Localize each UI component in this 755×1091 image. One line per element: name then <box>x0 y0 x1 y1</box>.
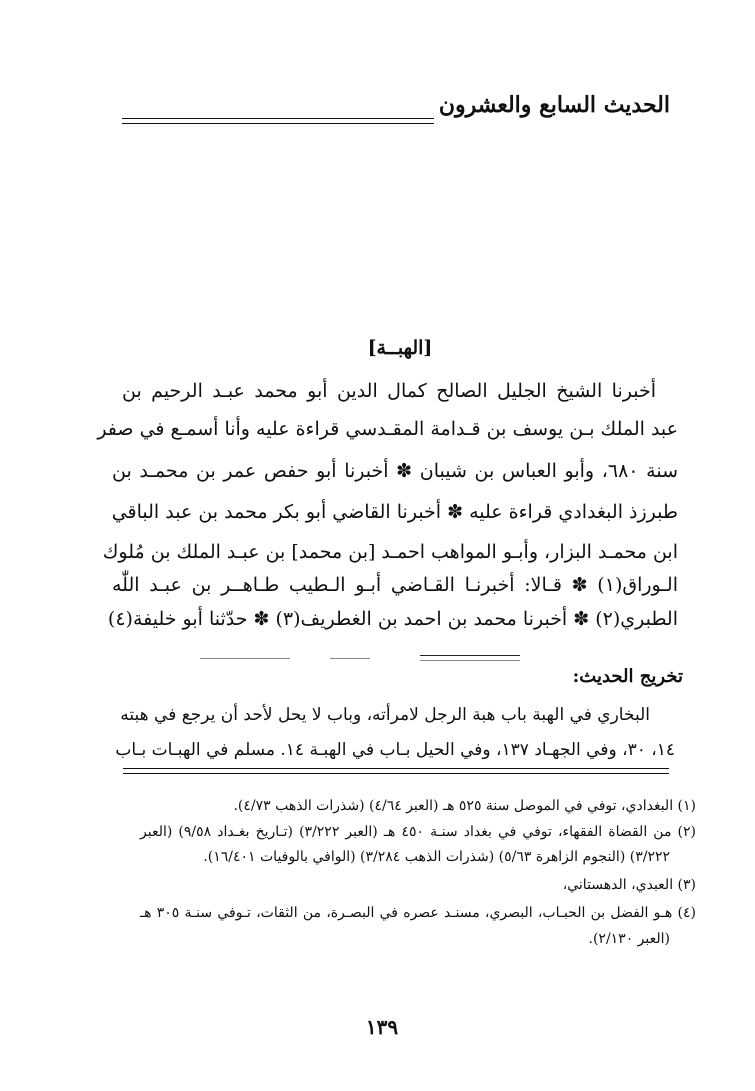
title-rule-top <box>122 118 434 119</box>
footnote-item: (٤) هـو الفضل بن الحبـاب، البصري، مسنـد عصره في البصـرة، من الثقات، تـوفي سنـة ٣٠٥ هـ <box>140 905 697 921</box>
footnote-rule-top <box>123 768 669 769</box>
footnote-item: ٣/٢٢٢) (النجوم الزاهرة ٥/٦٣) (شذرات الذهب ٣/٢٨٤) (الوافي بالوفيات ١٦/٤٠١). <box>203 849 670 865</box>
footnote-item: (العبر ٢/١٣٠). <box>588 931 670 947</box>
takhrij-title: تخريج الحديث: <box>572 666 683 687</box>
footnote-item: (١) البغدادي، توفي في الموصل سنة ٥٢٥ هـ (العبر ٤/٦٤) (شذرات الذهب ٤/٧٣). <box>233 798 696 814</box>
section-heading: [الهبــة] <box>367 337 433 359</box>
chapter-title: الحديث السابع والعشرون <box>438 92 670 118</box>
takhrij-line: ١٤، ٣٠، وفي الجهـاد ١٣٧، وفي الحيل بـاب في الهبـة ١٤. مسلم في الهبـات بـاب <box>115 740 675 760</box>
takhrij-line: البخاري في الهبة باب هبة الرجل لامرأته، وباب لا يحل لأحد أن يرجع في هبته <box>120 705 650 725</box>
title-rule-bottom <box>122 123 434 124</box>
faint-divider-marks <box>200 652 560 666</box>
isnad-line: الـوراق(١) ✽ قـالا: أخبرنـا القـاضي أبـو الـطيب طـاهــر بن عبـد اللّٰه <box>112 574 678 596</box>
isnad-line: الطبري(٢) ✽ أخبرنا محمد بن احمد بن الغطريف(٣) ✽ حدّثنا أبو خليفة(٤) <box>107 608 678 630</box>
isnad-line: سنة ٦٨٠، وأبو العباس بن شيبان ✽ أخبرنا أبو حفص عمر بن محمـد بن <box>112 460 678 482</box>
isnad-line: عبد الملك بـن يوسف بن قـدامة المقـدسي قراءة عليه وأنا أسمـع في صفر <box>97 418 678 440</box>
isnad-line: طبرزذ البغدادي قراءة عليه ✽ أخبرنا القاضي أبو بكر محمد بن عبد الباقي <box>111 501 678 523</box>
page-number: ١٣٩ <box>365 1015 399 1039</box>
footnote-item: (٢) من القضاة الفقهاء، توفي في بغداد سنـة ٤٥٠ هـ (العبر ٣/٢٢٢) (تـاريخ بغـداد ٩/٥٨) (العبر <box>140 824 697 840</box>
isnad-line: ابن محمـد البزار، وأبـو المواهب احمـد [بن محمد] بن عبـد الملك بن مُلوك <box>102 541 678 563</box>
footnote-item: (٣) العبدي، الدهستاني، <box>562 877 696 893</box>
isnad-line: أخبرنا الشيخ الجليل الصالح كمال الدين أبو محمد عبـد الرحيم بن <box>122 380 656 402</box>
footnote-rule-bottom <box>123 773 669 774</box>
